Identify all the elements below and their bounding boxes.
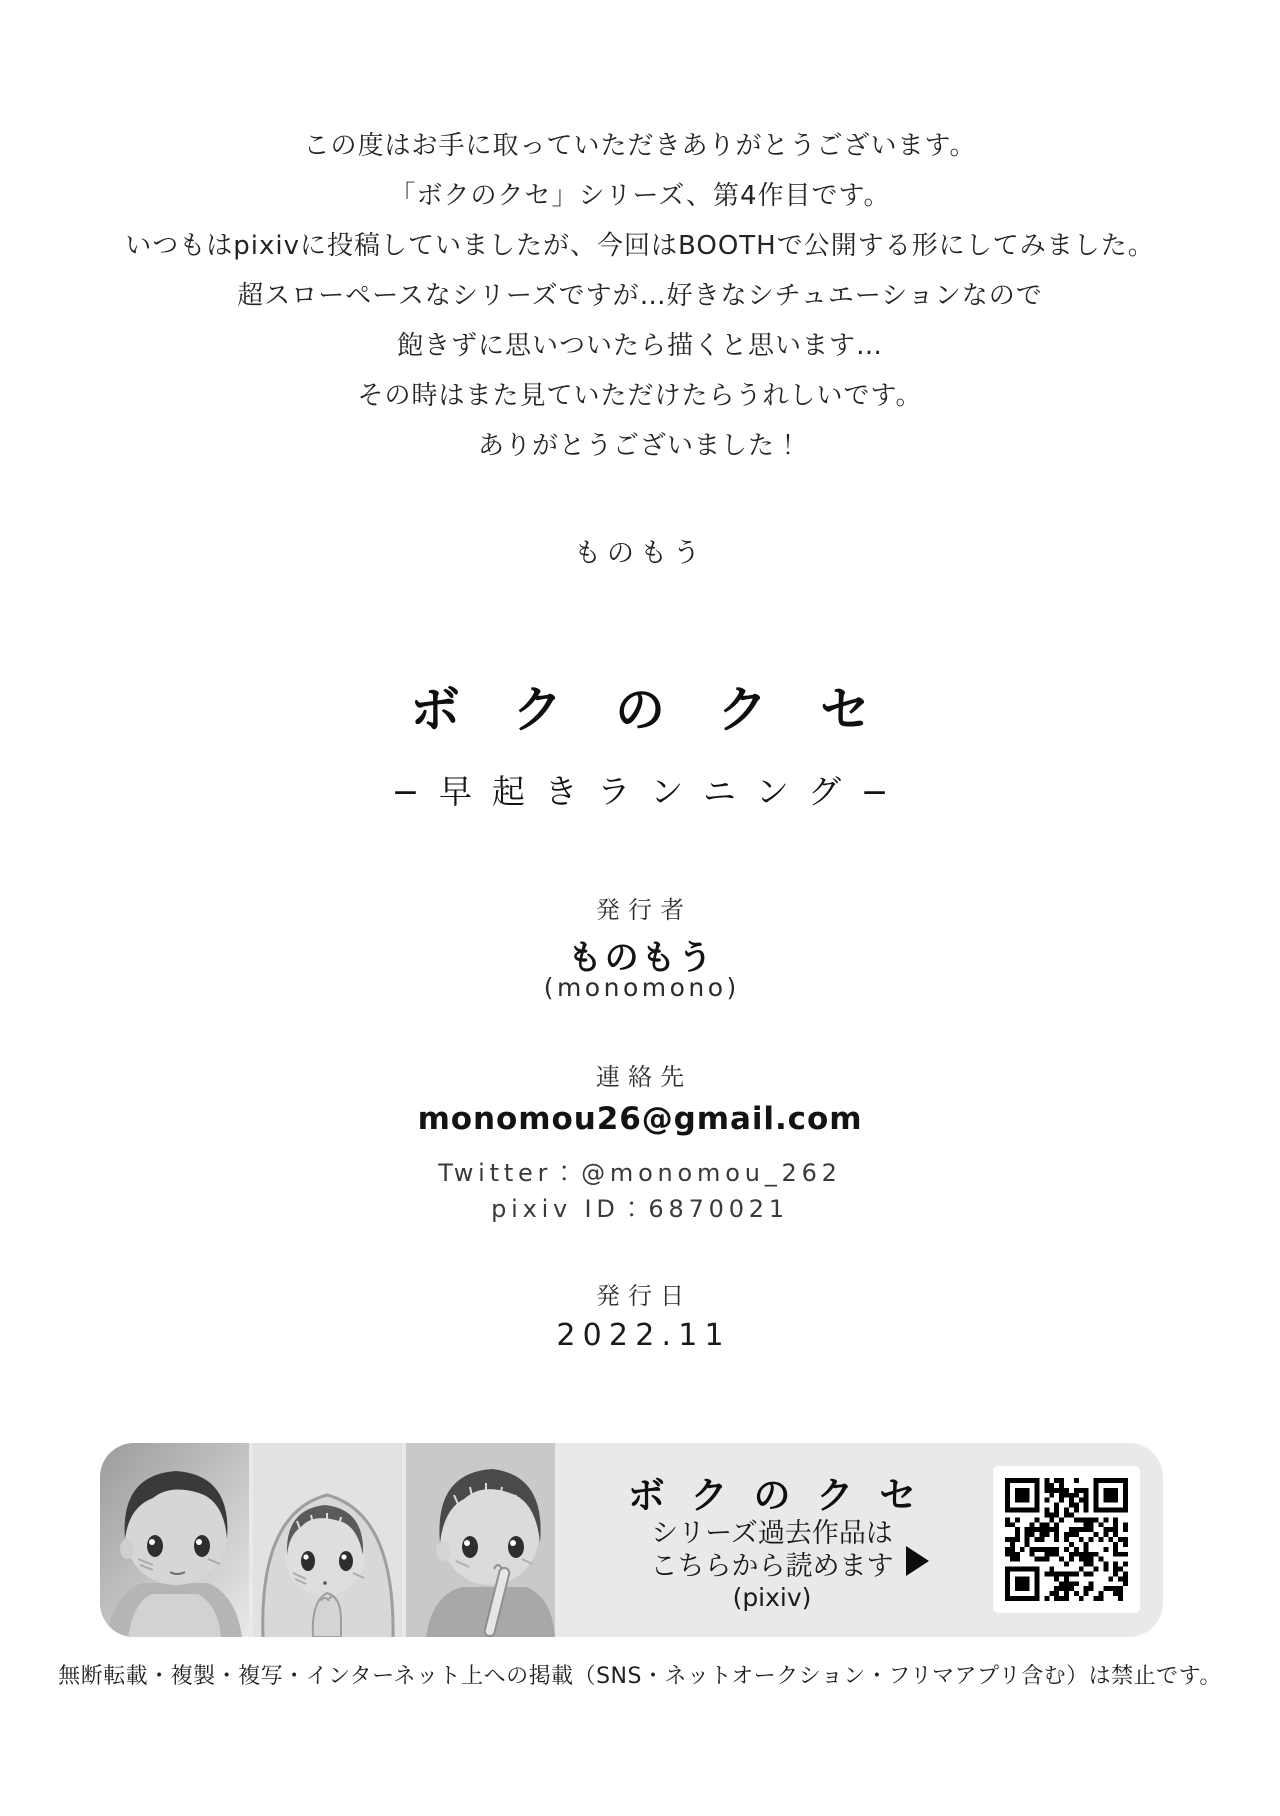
thumbnail-boy-dark-hair-image	[100, 1443, 249, 1637]
message-line: 飽きずに思いついたら描くと思います…	[396, 331, 883, 361]
series-thumbnails	[100, 1443, 555, 1637]
publisher-romaji: (monomono)	[543, 973, 740, 1002]
contact-email: monomou26@gmail.com	[417, 1101, 863, 1137]
message-line: 「ボクのクセ」シリーズ、第4作目です。	[389, 181, 891, 211]
publisher-name: ものもう	[567, 938, 715, 978]
series-platform: (pixiv)	[732, 1583, 812, 1612]
copyright-notice: 無断転載・複製・複写・インターネット上への掲載（SNS・ネットオークション・フリマアプリ含む）は禁止です。	[58, 1664, 1222, 1689]
thumbnail-hooded-child-image	[253, 1443, 402, 1637]
series-note-line2: こちらから読めます	[650, 1551, 894, 1582]
hooded-child-illustration	[253, 1443, 402, 1637]
boy-toothbrush-illustration	[406, 1443, 555, 1637]
publication-date-label: 発行日	[595, 1282, 693, 1310]
thank-you-message	[0, 121, 1280, 471]
contact-label: 連絡先	[595, 1063, 693, 1091]
publisher-label: 発行者	[595, 896, 693, 924]
author-signature: ものもう	[574, 538, 706, 569]
series-info	[552, 1443, 992, 1637]
qr-code	[993, 1466, 1140, 1613]
message-line: その時はまた見ていただけたらうれしいです。	[357, 381, 923, 411]
publication-date: 2022.11	[556, 1318, 731, 1353]
thumbnail-boy-toothbrush-image	[406, 1443, 555, 1637]
series-note-line1: シリーズ過去作品は	[651, 1518, 893, 1549]
series-banner	[100, 1443, 1163, 1637]
boy-dark-hair-illustration	[100, 1443, 249, 1637]
contact-pixiv-id: pixiv ID：6870021	[491, 1195, 789, 1223]
contact-twitter: Twitter：@monomou_262	[438, 1159, 842, 1187]
arrow-right-icon	[906, 1546, 929, 1576]
qr-code-svg	[1005, 1478, 1128, 1601]
message-line: 超スローペースなシリーズですが…好きなシチュエーションなので	[237, 281, 1043, 311]
message-line: ありがとうございました！	[477, 431, 802, 461]
message-line: いつもはpixivに投稿していましたが、今回はBOOTHで公開する形にしてみました。	[125, 231, 1155, 261]
book-subtitle: −早起きランニング−	[391, 772, 909, 811]
book-title: ボクのクセ	[410, 681, 923, 739]
message-line: この度はお手に取っていただきありがとうございます。	[303, 131, 977, 161]
series-title: ボクのクセ	[627, 1474, 943, 1517]
